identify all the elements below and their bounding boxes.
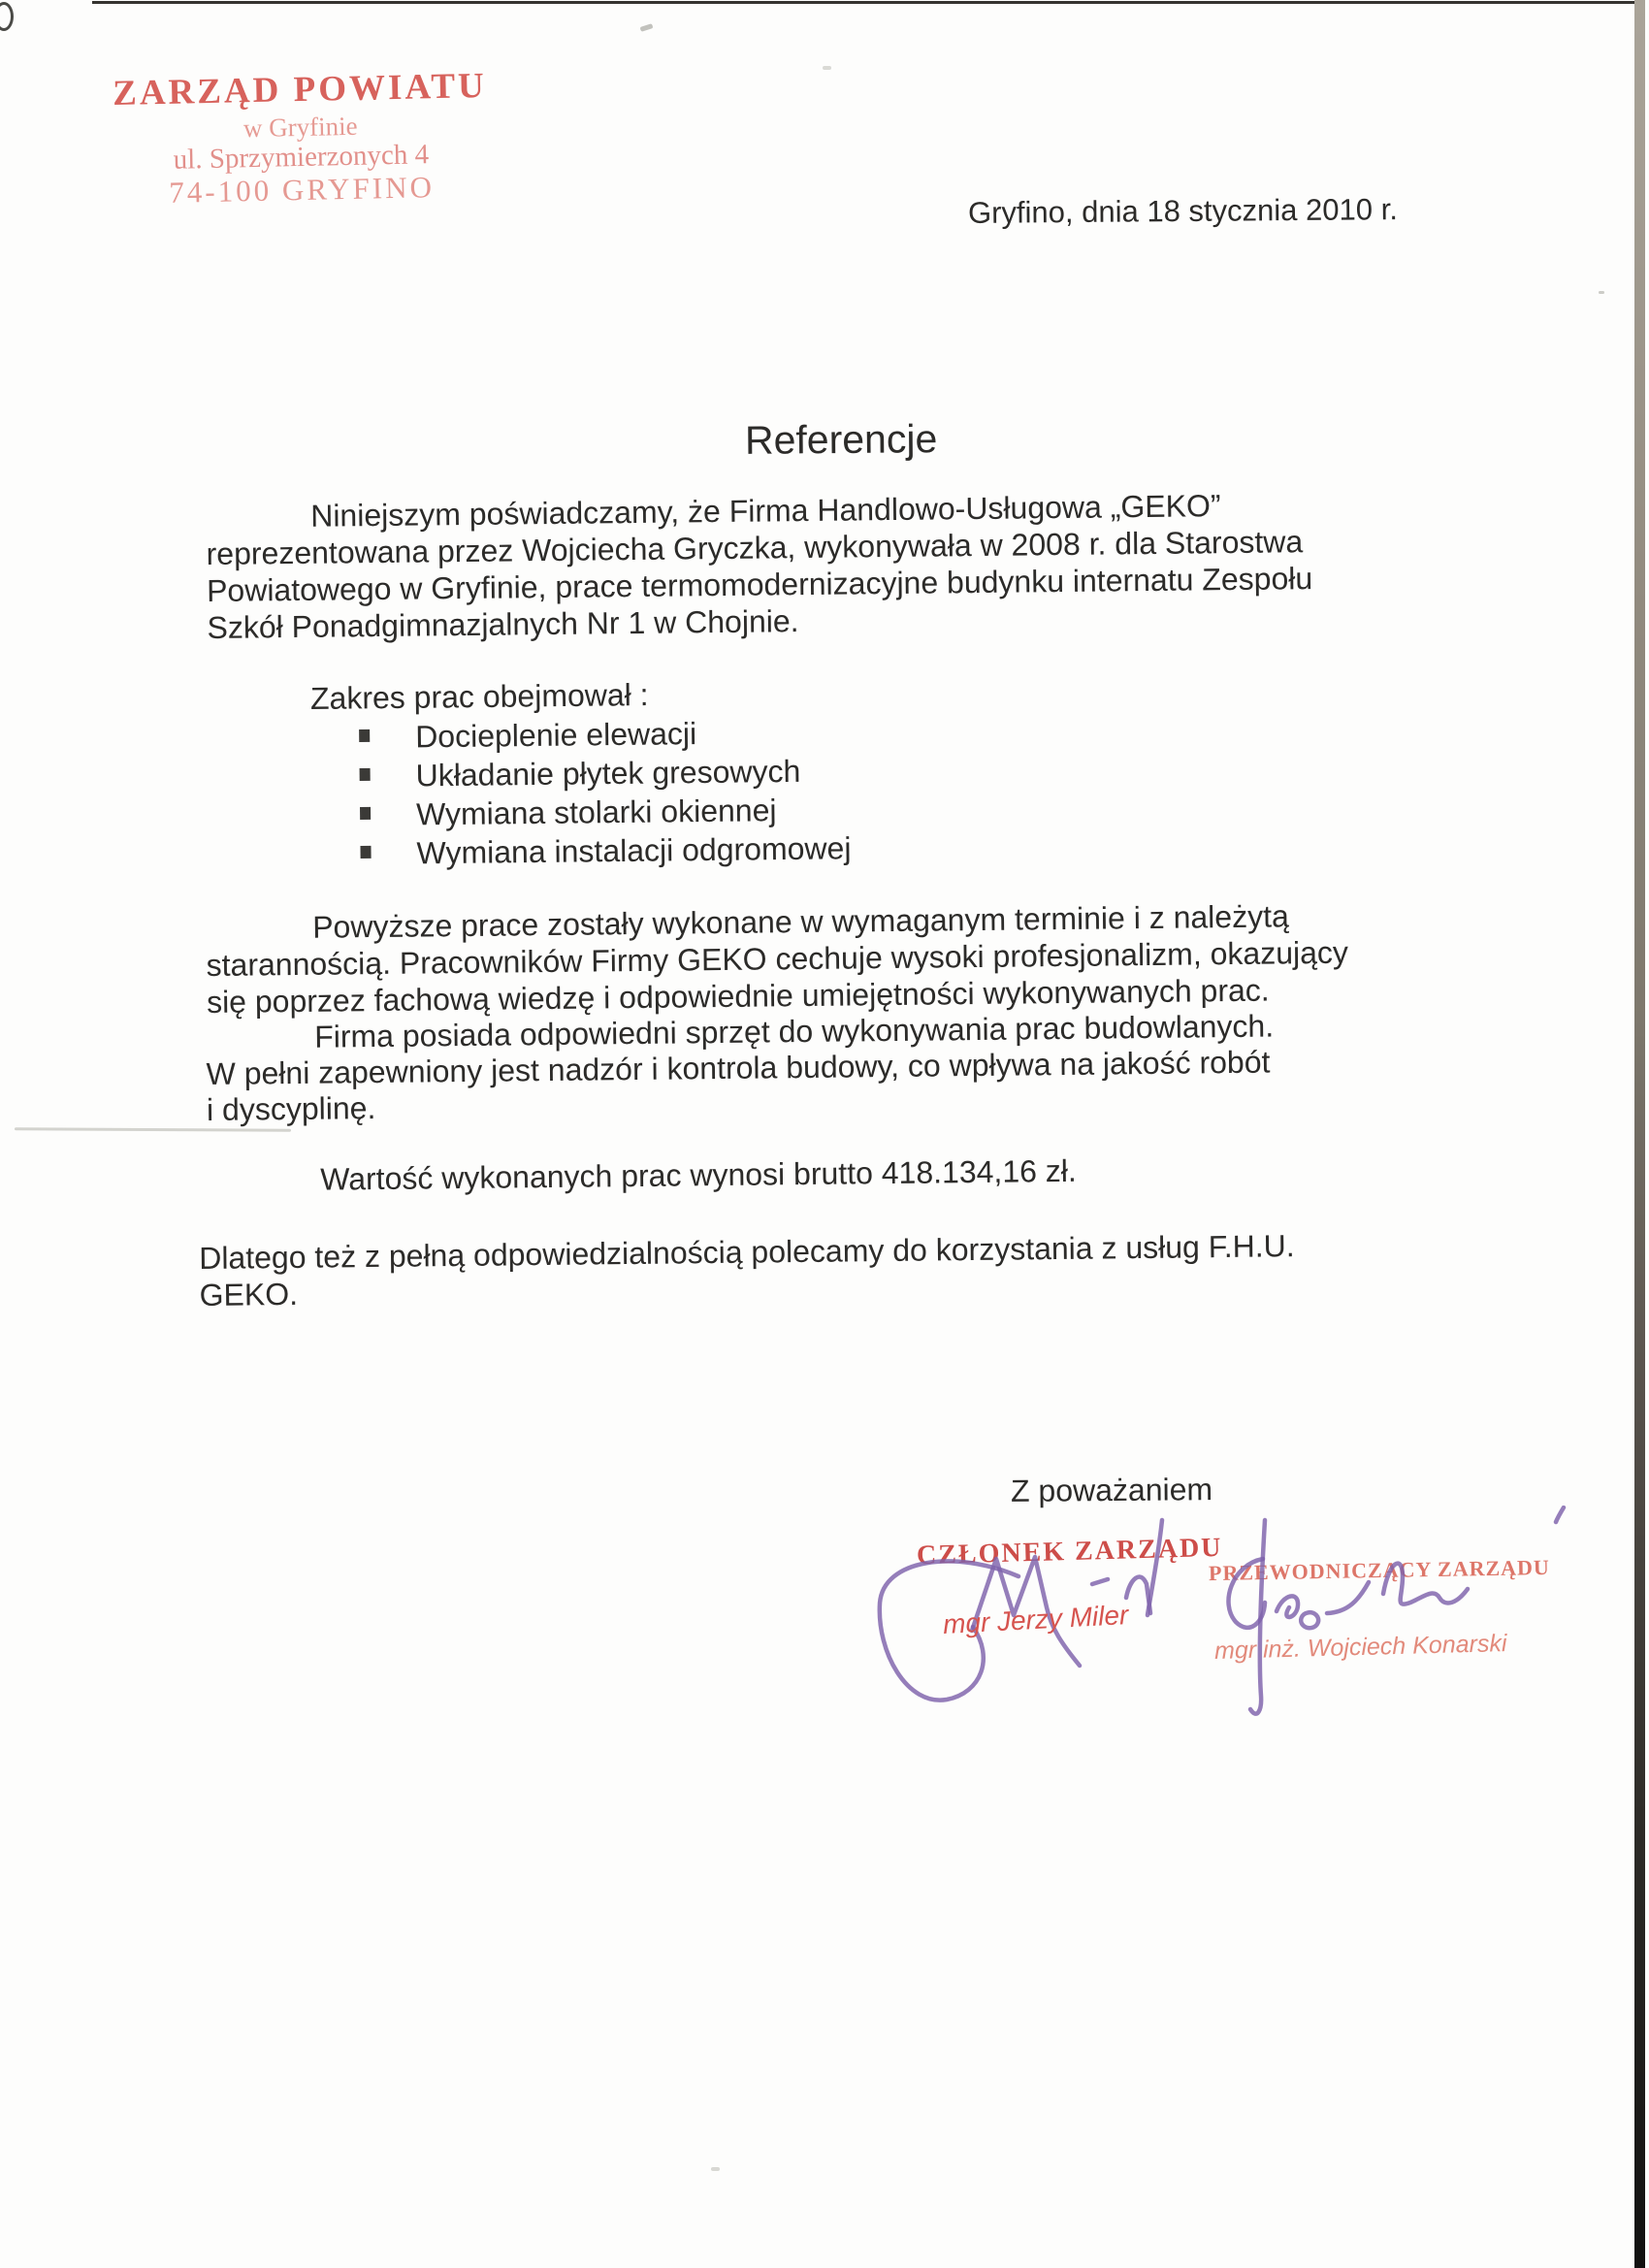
equipment-paragraph: Firma posiada odpowiedni sprzęt do wykonywania prac budowlanych. W pełni zapewniony jest nadzór i kontrola budowy, co wpływa na jakość robót i dyscyplinę. <box>206 1008 1275 1127</box>
quality-paragraph: Powyższe prace zostały wykonane w wymaganym terminie i z należytą starannością. Pracowników Firmy GEKO cechuje wysoki profesjonalizm, okazujący się poprzez fachową wiedzę i odpowiednie umiejętności wykonywanych prac. <box>206 898 1349 1020</box>
sender-office-stamp <box>101 65 501 211</box>
stamp-street: ul. Sprzymierzonych 4 <box>173 139 430 176</box>
scan-right-edge-strip <box>1634 0 1645 2268</box>
closing-paragraph: Dlatego też z pełną odpowiedzialnością polecamy do korzystania z usług F.H.U. GEKO. <box>199 1228 1295 1312</box>
scan-smudge <box>15 1127 291 1131</box>
list-item-label: Wymiana instalacji odgromowej <box>416 830 852 871</box>
scan-smudge <box>711 2167 720 2171</box>
scope-heading: Zakres prac obejmował : <box>309 677 649 716</box>
stamp-postal-code: 74-100 GRYFINO <box>168 169 436 210</box>
bullet-square-icon <box>359 729 370 742</box>
scope-list <box>359 716 852 875</box>
scan-smudge <box>640 23 654 32</box>
list-item-label: Wymiana stolarki okiennej <box>415 793 777 832</box>
intro-paragraph: Niniejszym poświadczamy, że Firma Handlowo-Usługowa „GEKO” reprezentowana przez Wojciecha Gryczka, wykonywała w 2008 r. dla Starostwa Powiatowego w Gryfinie, prace termomodernizacyjne budynku internatu Zespołu Szkół Ponadgimnazjalnych Nr 1 w Chojnie. <box>206 488 1313 645</box>
scan-smudge <box>823 66 831 70</box>
scan-smudge <box>1599 291 1604 294</box>
member-stamp-title: CZŁONEK ZARZĄDU <box>916 1532 1223 1571</box>
bullet-square-icon <box>360 807 371 820</box>
bullet-square-icon <box>360 768 371 781</box>
chairman-signature <box>1203 1499 1504 1746</box>
scan-top-edge-line <box>92 1 1634 4</box>
list-item-label: Układanie płytek gresowych <box>415 753 801 794</box>
page-title: Referencje <box>744 416 938 463</box>
chairman-stamp-title: PRZEWODNICZĄCY ZARZĄDU <box>1208 1554 1551 1586</box>
date-line: Gryfino, dnia 18 stycznia 2010 r. <box>967 192 1398 230</box>
stamp-org-name: ZARZĄD POWIATU <box>112 65 488 114</box>
stamp-city: w Gryfinie <box>242 111 358 144</box>
bullet-square-icon <box>360 846 371 859</box>
scan-corner-artifact <box>0 2 14 31</box>
member-stamp-name: mgr Jerzy Miler <box>942 1600 1129 1639</box>
signoff-line: Z poważaniem <box>1010 1472 1213 1508</box>
pen-tick-mark <box>1552 1506 1568 1525</box>
contract-value-line: Wartość wykonanych prac wynosi brutto 418.134,16 zł. <box>320 1152 1078 1197</box>
list-item-label: Docieplenie elewacji <box>414 716 697 755</box>
chairman-stamp-name: mgr inż. Wojciech Konarski <box>1213 1630 1507 1665</box>
